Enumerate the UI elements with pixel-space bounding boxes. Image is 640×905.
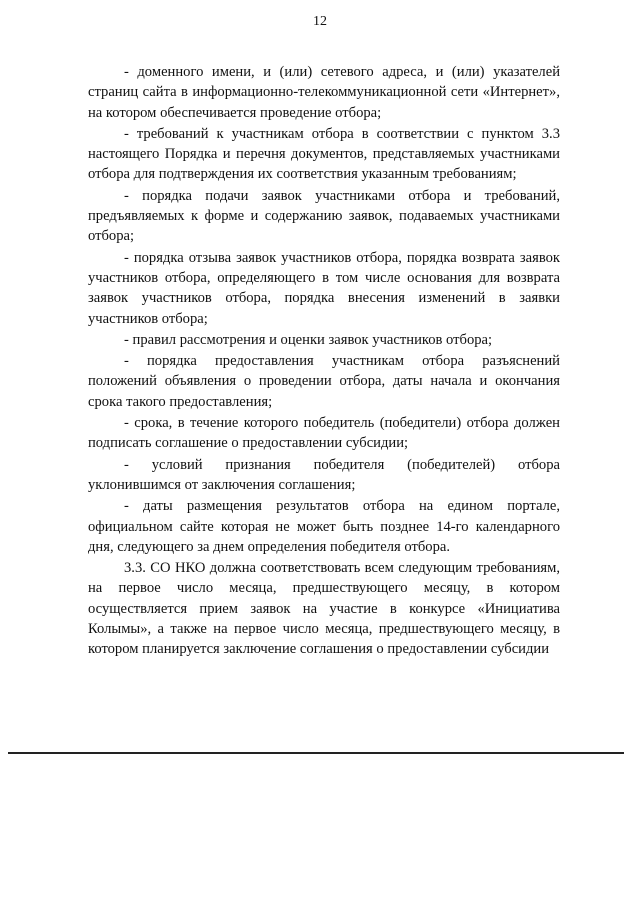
paragraph-participant-requirements: - требований к участникам отбора в соответствии с пунктом 3.3 настоящего Порядка и перечня документов, представляемых участниками отбора для подтверждения их соответствия указанным требованиям; xyxy=(88,125,560,183)
page-number: 12 xyxy=(313,14,327,29)
page-divider xyxy=(8,752,624,754)
paragraph-application-procedure: - порядка подачи заявок участниками отбора и требований, предъявляемых к форме и содержанию заявок, подаваемых участниками отбора; xyxy=(88,187,560,245)
paragraph-section-3-3: 3.3. СО НКО должна соответствовать всем следующим требованиям, на первое число месяца, предшествующего месяцу, в котором осуществляется прием заявок на участие в конкурсе «Инициатива Колымы», а также на первое число месяца, предшествующего месяцу, в котором планируется заключение соглашения о предоставлении субсидии xyxy=(88,560,560,658)
paragraph-agreement-deadline: - срока, в течение которого победитель (победители) отбора должен подписать соглашение о предоставлении субсидии; xyxy=(88,415,560,452)
paragraph-clarification-procedure: - порядка предоставления участникам отбора разъяснений положений объявления о проведении отбора, даты начала и окончания срока такого предоставления; xyxy=(88,353,560,410)
paragraph-domain-name: - доменного имени, и (или) сетевого адреса, и (или) указателей страниц сайта в информационно-телекоммуникационной сети «Интернет», на котором обеспечивается проведение отбора; xyxy=(88,64,560,121)
paragraph-evaluation-rules: - правил рассмотрения и оценки заявок участников отбора; xyxy=(124,331,493,348)
document-body xyxy=(88,62,560,661)
paragraph-application-withdrawal: - порядка отзыва заявок участников отбора, порядка возврата заявок участников отбора, определяющего в том числе основания для возврата заявок участников отбора, порядка внесения изменений в заявки участников отбора; xyxy=(88,249,560,327)
paragraph-results-publication: - даты размещения результатов отбора на едином портале, официальном сайте которая не может быть позднее 14-го календарного дня, следующего за днем определения победителя отбора. xyxy=(88,498,560,555)
paragraph-evasion-conditions: - условий признания победителя (победителей) отбора уклонившимся от заключения соглашения; xyxy=(88,456,560,493)
